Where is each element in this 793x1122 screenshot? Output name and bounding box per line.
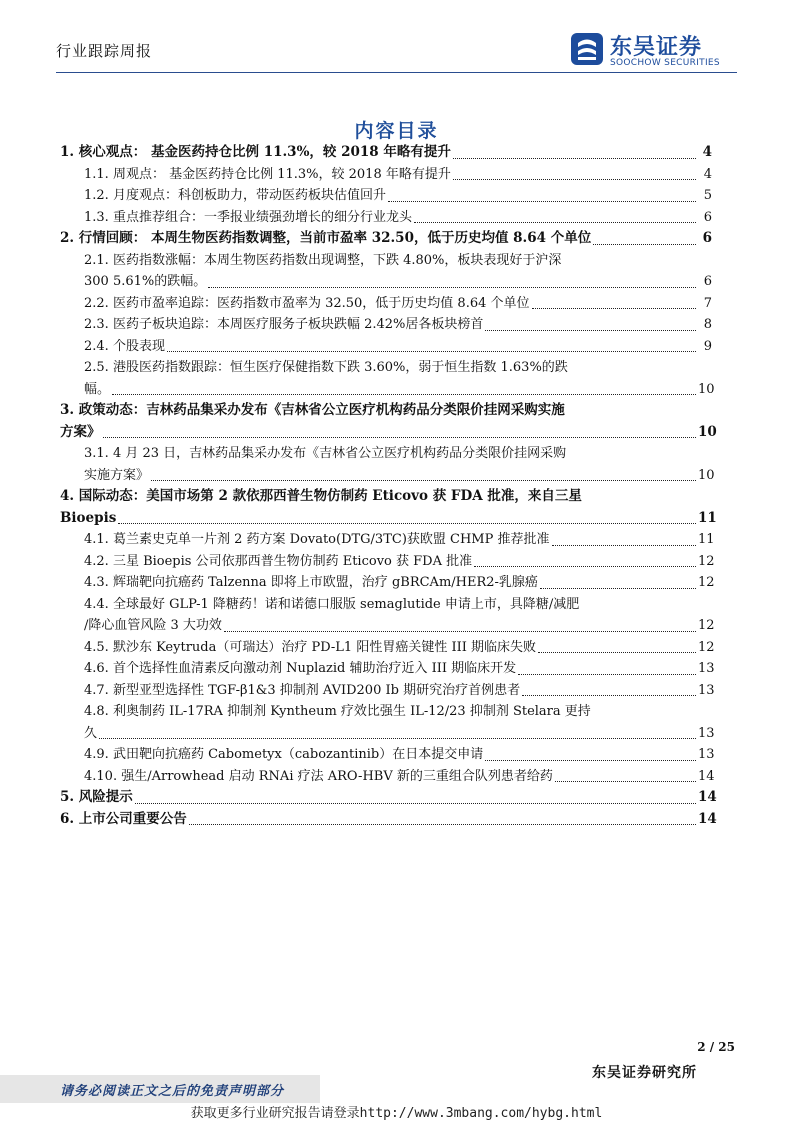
toc-section-entry[interactable] xyxy=(60,809,717,831)
toc-title: 内容目录 xyxy=(354,120,439,142)
toc-entry-page: 13 xyxy=(698,747,715,762)
toc-dot-leader xyxy=(167,351,696,352)
toc-entry-page: 14 xyxy=(698,789,717,805)
toc-entry-continuation[interactable] xyxy=(60,723,715,745)
toc-entry-page: 7 xyxy=(703,295,712,311)
toc-dot-leader xyxy=(593,244,696,245)
toc-dot-leader xyxy=(208,287,696,288)
toc-subsection-entry[interactable] xyxy=(60,680,715,702)
toc-entry-page: 13 xyxy=(698,661,715,676)
toc-dot-leader xyxy=(388,201,696,202)
toc-subsection-entry[interactable] xyxy=(60,572,715,594)
toc-dot-leader xyxy=(485,330,696,331)
toc-entry-text: 4.2. 三星 Bioepis 公司依那西普生物仿制药 Eticovo 获 FDA 批准 xyxy=(84,553,473,569)
toc-entry-text: 4. 国际动态：美国市场第 2 款依那西普生物仿制药 Eticovo 获 FDA 批准，来自三星 xyxy=(60,488,582,504)
toc-subsection-entry[interactable] xyxy=(60,357,712,379)
toc-subsection-entry[interactable] xyxy=(60,250,712,272)
toc-entry-text: 1. 核心观点： 基金医药持仓比例 11.3%，较 2018 年略有提升 xyxy=(60,144,451,160)
toc-subsection-entry[interactable] xyxy=(60,293,712,315)
toc-dot-leader xyxy=(518,674,696,675)
toc-dot-leader xyxy=(485,760,696,761)
toc-entry-text: 3. 政策动态：吉林药品集采办发布《吉林省公立医疗机构药品分类限价挂网采购实施 xyxy=(60,402,565,418)
toc-entry-page: 10 xyxy=(698,381,715,397)
toc-dot-leader xyxy=(151,480,696,481)
toc-subsection-entry[interactable] xyxy=(60,164,712,186)
toc-entry-continuation[interactable] xyxy=(60,508,717,530)
toc-subsection-entry[interactable] xyxy=(60,594,712,616)
toc-entry-text: 5. 风险提示 xyxy=(60,789,133,805)
toc-entry-text: 方案》 xyxy=(60,423,101,440)
toc-entry-text: 4.7. 新型亚型选择性 TGF-β1&3 抑制剂 AVID200 Ib 期研究治疗首例患者 xyxy=(84,682,521,698)
toc-entry-page: 14 xyxy=(698,810,717,827)
toc-subsection-entry[interactable] xyxy=(60,766,715,788)
toc-entry-page: 14 xyxy=(698,768,715,784)
toc-dot-leader xyxy=(189,824,696,825)
toc-entry-page: 11 xyxy=(698,509,717,526)
toc-subsection-entry[interactable] xyxy=(60,551,715,573)
toc-section-entry[interactable] xyxy=(60,787,717,809)
footer-link[interactable]: 获取更多行业研究报告请登录http://www.3mbang.com/hybg.html xyxy=(190,1106,603,1121)
toc-entry-page: 9 xyxy=(703,338,712,354)
toc-entry-page: 4 xyxy=(702,144,712,160)
footer-disclaimer: 请务必阅读正文之后的免责声明部分 xyxy=(60,1084,285,1099)
toc-entry-page: 12 xyxy=(698,575,715,590)
toc-dot-leader xyxy=(532,308,697,309)
toc-dot-leader xyxy=(99,738,696,739)
brand-logo xyxy=(570,28,740,72)
toc-dot-leader xyxy=(414,222,696,223)
toc-entry-page: 13 xyxy=(698,725,715,741)
toc-section-entry[interactable] xyxy=(60,142,712,164)
toc-dot-leader xyxy=(112,394,696,395)
toc-dot-leader xyxy=(135,803,696,804)
toc-entry-page: 5 xyxy=(703,188,712,203)
toc-entry-text: 幅。 xyxy=(84,381,111,397)
toc-entry-page: 10 xyxy=(698,423,717,440)
toc-entry-continuation[interactable] xyxy=(60,465,715,487)
toc-entry-page: 6 xyxy=(703,209,712,225)
page-number: 2 / 25 xyxy=(697,1040,735,1054)
toc-entry-page: 11 xyxy=(698,532,715,547)
toc-entry-text: 6. 上市公司重要公告 xyxy=(60,810,187,827)
toc-subsection-entry[interactable] xyxy=(60,744,715,766)
toc-section-entry[interactable] xyxy=(60,400,712,422)
toc-dot-leader xyxy=(103,437,697,438)
toc-dot-leader xyxy=(522,695,696,696)
toc-subsection-entry[interactable] xyxy=(60,658,715,680)
toc-dot-leader xyxy=(538,652,696,653)
toc-entry-page: 6 xyxy=(702,230,712,246)
soochow-logo-icon xyxy=(570,32,604,66)
toc-entry-text: 1.1. 周观点： 基金医药持仓比例 11.3%，较 2018 年略有提升 xyxy=(84,166,451,182)
toc-entry-text: 3.1. 4 月 23 日，吉林药品集采办发布《吉林省公立医疗机构药品分类限价挂网采购 xyxy=(84,446,567,461)
toc-subsection-entry[interactable] xyxy=(60,637,715,659)
toc-entry-text: 1.3. 重点推荐组合：一季报业绩强劲增长的细分行业龙头 xyxy=(84,209,412,225)
toc-subsection-entry[interactable] xyxy=(60,529,715,551)
toc-entry-page: 12 xyxy=(698,639,715,655)
toc-subsection-entry[interactable] xyxy=(60,185,712,207)
toc-entry-text: 4.5. 默沙东 Keytruda（可瑞达）治疗 PD-L1 阳性胃癌关键性 III 期临床失败 xyxy=(84,639,536,655)
toc-entry-text: 4.6. 首个选择性血清素反向激动剂 Nuplazid 辅助治疗近入 III 期临床开发 xyxy=(84,661,517,676)
toc-entry-text: 实施方案》 xyxy=(84,467,150,483)
toc-dot-leader xyxy=(540,588,696,589)
toc-entry-page: 12 xyxy=(698,618,715,633)
toc-dot-leader xyxy=(453,158,696,159)
toc-section-entry[interactable] xyxy=(60,228,712,250)
toc-entry-text: 久 xyxy=(84,725,98,741)
toc-entry-text: 2.1. 医药指数涨幅：本周生物医药指数出现调整，下跌 4.80%，板块表现好于沪深 xyxy=(84,252,562,268)
toc-entry-text: 2. 行情回顾： 本周生物医药指数调整，当前市盈率 32.50，低于历史均值 8.64 个单位 xyxy=(60,230,592,246)
toc-entry-text: 4.1. 葛兰素史克单一片剂 2 药方案 Dovato(DTG/3TC)获欧盟 CHMP 推荐批准 xyxy=(84,532,550,547)
toc-entry-continuation[interactable] xyxy=(60,271,712,293)
toc-entry-page: 6 xyxy=(703,274,712,289)
toc-subsection-entry[interactable] xyxy=(60,336,712,358)
toc-entry-text: 1.2. 月度观点：科创板助力，带动医药板块估值回升 xyxy=(84,188,386,203)
toc-entry-page: 12 xyxy=(698,553,715,569)
toc-entry-continuation[interactable] xyxy=(60,379,715,401)
toc-dot-leader xyxy=(555,781,696,782)
header-divider xyxy=(56,72,737,73)
toc-dot-leader xyxy=(453,179,696,180)
toc-dot-leader xyxy=(224,631,696,632)
toc-entry-page: 10 xyxy=(698,467,715,483)
footer-organization: 东吴证券研究所 xyxy=(592,1065,697,1081)
toc-entry-page: 4 xyxy=(703,166,712,182)
table-of-contents xyxy=(60,142,717,830)
toc-entry-continuation[interactable] xyxy=(60,615,715,637)
toc-entry-text: 4.3. 辉瑞靶向抗癌药 Talzenna 即将上市欧盟，治疗 gBRCAm/HER2-乳腺癌 xyxy=(84,575,538,590)
toc-entry-text: 4.8. 利奥制药 IL-17RA 抑制剂 Kyntheum 疗效比强生 IL-12/23 抑制剂 Stelara 更持 xyxy=(84,704,591,719)
toc-entry-text: 4.9. 武田靶向抗癌药 Cabometyx（cabozantinib）在日本提交申请 xyxy=(84,747,484,762)
brand-name-cn: 东吴证券 xyxy=(610,35,703,60)
toc-dot-leader xyxy=(118,523,696,524)
toc-entry-text: 2.3. 医药子板块追踪：本周医疗服务子板块跌幅 2.42%居各板块榜首 xyxy=(84,317,484,332)
toc-entry-text: 2.5. 港股医药指数跟踪：恒生医疗保健指数下跌 3.60%，弱于恒生指数 1.63%的跌 xyxy=(84,360,568,375)
toc-section-entry[interactable] xyxy=(60,486,712,508)
toc-subsection-entry[interactable] xyxy=(60,314,712,336)
toc-entry-page: 8 xyxy=(703,317,712,332)
toc-entry-text: Bioepis xyxy=(60,509,117,526)
brand-name-en: SOOCHOW SECURITIES xyxy=(610,58,720,68)
toc-entry-text: 300 5.61%的跌幅。 xyxy=(84,274,207,289)
toc-entry-text: 4.4. 全球最好 GLP-1 降糖药！诺和诺德口服版 semaglutide 申请上市，具降糖/减肥 xyxy=(84,596,580,612)
toc-entry-text: 2.2. 医药市盈率追踪：医药指数市盈率为 32.50，低于历史均值 8.64 个单位 xyxy=(84,295,530,311)
toc-entry-continuation[interactable] xyxy=(60,422,717,444)
toc-entry-text: /降心血管风险 3 大功效 xyxy=(84,618,222,633)
toc-entry-text: 4.10. 强生/Arrowhead 启动 RNAi 疗法 ARO-HBV 新的三重组合队列患者给药 xyxy=(84,768,553,784)
toc-entry-text: 2.4. 个股表现 xyxy=(84,338,165,354)
toc-dot-leader xyxy=(552,545,697,546)
toc-entry-page: 13 xyxy=(698,682,715,698)
toc-subsection-entry[interactable] xyxy=(60,701,712,723)
document-type-label: 行业跟踪周报 xyxy=(56,42,153,60)
toc-dot-leader xyxy=(474,566,696,567)
toc-subsection-entry[interactable] xyxy=(60,207,712,229)
toc-subsection-entry[interactable] xyxy=(60,443,712,465)
